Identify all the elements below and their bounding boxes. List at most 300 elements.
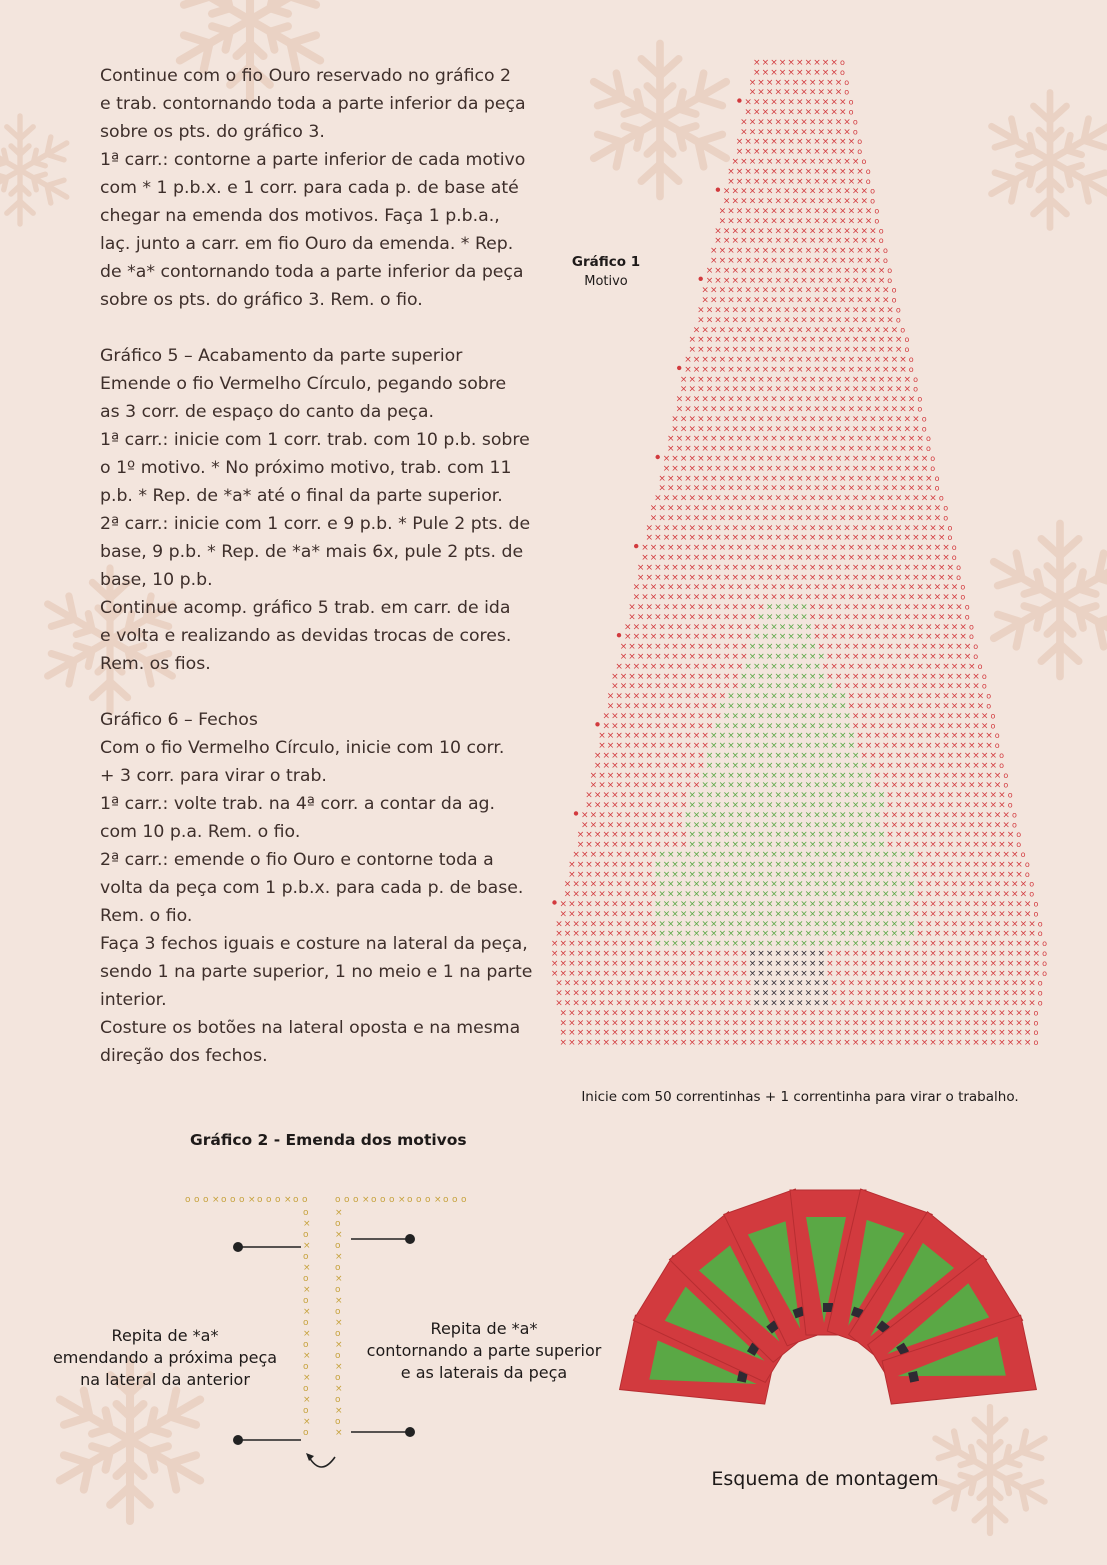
chart-stitch-mark: × <box>757 315 765 325</box>
chart-stitch-mark: × <box>646 900 654 910</box>
chart-stitch-mark: × <box>955 612 963 622</box>
chart-stitch-mark: × <box>787 147 795 157</box>
chart-stitch-mark: × <box>779 405 787 415</box>
join-stitch-mark: o <box>335 1351 341 1361</box>
chart-stitch-mark: × <box>985 820 993 830</box>
chart-stitch-mark: × <box>822 474 830 484</box>
chart-stitch-mark: × <box>925 771 933 781</box>
chart-stitch-mark: × <box>848 365 856 375</box>
chart-stitch-mark: × <box>775 751 783 761</box>
chart-stitch-mark: × <box>843 959 851 969</box>
chart-stitch-mark: × <box>899 999 907 1009</box>
chart-stitch-mark: × <box>895 801 903 811</box>
chart-stitch-mark: × <box>899 890 907 900</box>
chart-stitch-mark: × <box>658 583 666 593</box>
chart-stitch-mark: × <box>654 1038 662 1048</box>
instruction-line: sobre os pts. do gráfico 3. Rem. o fio. <box>100 290 423 310</box>
chart-stitch-mark: × <box>818 78 826 88</box>
chart-stitch-mark: × <box>891 405 899 415</box>
chart-increase-dot <box>737 98 741 102</box>
chart-stitch-mark: × <box>878 860 886 870</box>
instruction-line: Faça 3 fechos iguais e costure na lateral da peça, <box>100 934 528 954</box>
chart-stitch-mark: × <box>714 870 722 880</box>
join-chain-mark: o <box>443 1195 449 1205</box>
chart-stitch-mark: × <box>710 543 718 553</box>
chart-stitch-mark: × <box>783 573 791 583</box>
chart-stitch-mark: × <box>723 909 731 919</box>
chart-stitch-mark: × <box>581 989 589 999</box>
chart-stitch-mark: × <box>641 880 649 890</box>
chart-stitch-mark: × <box>568 1028 576 1038</box>
chart-stitch-mark: × <box>852 345 860 355</box>
chart-stitch-mark: × <box>848 216 856 226</box>
chart-stitch-mark: × <box>766 1008 774 1018</box>
chart-stitch-mark: × <box>843 117 851 127</box>
chart-stitch-mark: × <box>787 137 795 147</box>
chart-stitch-mark: × <box>968 929 976 939</box>
chart-stitch-mark: × <box>603 969 611 979</box>
chart-stitch-mark: × <box>955 949 963 959</box>
chart-stitch-mark: × <box>727 820 735 830</box>
chart-stitch-mark: × <box>800 88 808 98</box>
chart-stitch-mark: × <box>749 1038 757 1048</box>
join-stitch-mark: × <box>303 1241 311 1251</box>
chart-stitch-mark: × <box>934 504 942 514</box>
chart-stitch-mark: × <box>693 692 701 702</box>
chart-stitch-mark: × <box>805 880 813 890</box>
chart-stitch-mark: × <box>856 919 864 929</box>
chart-increase-dot <box>595 722 599 726</box>
chart-stitch-mark: × <box>921 761 929 771</box>
chart-stitch-mark: × <box>650 622 658 632</box>
chart-stitch-mark: × <box>770 207 778 217</box>
chart-turn-mark: o <box>892 296 897 305</box>
chart-stitch-mark: × <box>865 543 873 553</box>
chart-stitch-mark: × <box>787 504 795 514</box>
chart-stitch-mark: × <box>886 345 894 355</box>
chart-stitch-mark: × <box>818 187 826 197</box>
chart-stitch-mark: × <box>813 207 821 217</box>
chart-stitch-mark: × <box>865 741 873 751</box>
chart-stitch-mark: × <box>753 662 761 672</box>
chart-stitch-mark: × <box>972 791 980 801</box>
chart-stitch-mark: × <box>624 979 632 989</box>
chart-stitch-mark: × <box>641 781 649 791</box>
join-chain-mark: o <box>335 1195 341 1205</box>
chart-stitch-mark: × <box>818 860 826 870</box>
chart-stitch-mark: × <box>839 246 847 256</box>
chart-stitch-mark: × <box>719 632 727 642</box>
chart-stitch-mark: × <box>852 672 860 682</box>
chart-stitch-mark: × <box>830 810 838 820</box>
chart-stitch-mark: × <box>848 692 856 702</box>
chart-stitch-mark: × <box>727 167 735 177</box>
chart-stitch-mark: × <box>908 632 916 642</box>
chart-stitch-mark: × <box>865 890 873 900</box>
chart-stitch-mark: × <box>796 256 804 266</box>
chart-stitch-mark: × <box>972 860 980 870</box>
chart-stitch-mark: × <box>878 276 886 286</box>
chart-stitch-mark: × <box>749 236 757 246</box>
chart-stitch-mark: × <box>839 553 847 563</box>
chart-stitch-mark: × <box>607 880 615 890</box>
chart-stitch-mark: × <box>805 543 813 553</box>
chart-stitch-mark: × <box>667 781 675 791</box>
chart-stitch-mark: × <box>787 444 795 454</box>
chart-stitch-mark: × <box>594 840 602 850</box>
chart-stitch-mark: × <box>689 721 697 731</box>
chart-stitch-mark: × <box>848 296 856 306</box>
chart-stitch-mark: × <box>744 484 752 494</box>
chart-stitch-mark: × <box>891 622 899 632</box>
chart-turn-mark: o <box>930 464 935 473</box>
chart-stitch-mark: × <box>908 731 916 741</box>
chart-stitch-mark: × <box>813 702 821 712</box>
chart-stitch-mark: × <box>680 375 688 385</box>
chart-stitch-mark: × <box>848 474 856 484</box>
chart-turn-mark: o <box>982 682 987 691</box>
chart-stitch-mark: × <box>676 771 684 781</box>
chart-stitch-mark: × <box>873 395 881 405</box>
chart-stitch-mark: × <box>792 1028 800 1038</box>
chart-stitch-mark: × <box>891 741 899 751</box>
chart-stitch-mark: × <box>813 692 821 702</box>
chart-stitch-mark: × <box>689 414 697 424</box>
chart-stitch-mark: × <box>809 900 817 910</box>
chart-stitch-mark: × <box>762 434 770 444</box>
chart-stitch-mark: × <box>912 860 920 870</box>
chart-stitch-mark: × <box>714 1018 722 1028</box>
chart-stitch-mark: × <box>861 642 869 652</box>
chart-stitch-mark: × <box>787 256 795 266</box>
chart-turn-mark: o <box>1034 1008 1039 1017</box>
chart-stitch-mark: × <box>732 682 740 692</box>
chart-stitch-mark: × <box>736 256 744 266</box>
chart-stitch-mark: × <box>959 820 967 830</box>
chart-stitch-mark: × <box>572 929 580 939</box>
chart-stitch-mark: × <box>792 652 800 662</box>
chart-stitch-mark: × <box>865 632 873 642</box>
chart-stitch-mark: × <box>1011 880 1019 890</box>
join-chain-mark: × <box>398 1195 406 1205</box>
chart-stitch-mark: × <box>998 939 1006 949</box>
chart-stitch-mark: × <box>671 949 679 959</box>
chart-stitch-mark: × <box>736 850 744 860</box>
chart-stitch-mark: × <box>830 979 838 989</box>
chart-stitch-mark: × <box>736 405 744 415</box>
chart-stitch-mark: × <box>787 365 795 375</box>
chart-stitch-mark: × <box>693 662 701 672</box>
chart-stitch-mark: × <box>813 405 821 415</box>
chart-stitch-mark: × <box>805 147 813 157</box>
chart-stitch-mark: × <box>809 801 817 811</box>
chart-stitch-mark: × <box>757 969 765 979</box>
chart-stitch-mark: × <box>921 523 929 533</box>
chart-stitch-mark: × <box>869 652 877 662</box>
chart-stitch-mark: × <box>783 266 791 276</box>
chart-stitch-mark: × <box>710 355 718 365</box>
chart-stitch-mark: × <box>878 949 886 959</box>
chart-stitch-mark: × <box>964 949 972 959</box>
chart-stitch-mark: × <box>822 167 830 177</box>
chart-stitch-mark: × <box>805 692 813 702</box>
chart-stitch-mark: × <box>1007 1008 1015 1018</box>
chart-stitch-mark: × <box>594 939 602 949</box>
chart-stitch-mark: × <box>899 355 907 365</box>
chart-increase-dot <box>617 633 621 637</box>
chart-stitch-mark: × <box>697 672 705 682</box>
chart-stitch-mark: × <box>680 969 688 979</box>
chart-stitch-mark: × <box>736 929 744 939</box>
chart-stitch-mark: × <box>856 632 864 642</box>
chart-stitch-mark: × <box>689 711 697 721</box>
chart-stitch-mark: × <box>663 830 671 840</box>
chart-stitch-mark: × <box>676 850 684 860</box>
chart-stitch-mark: × <box>947 1008 955 1018</box>
chart-stitch-mark: × <box>775 78 783 88</box>
chart-stitch-mark: × <box>865 395 873 405</box>
chart-stitch-mark: × <box>663 642 671 652</box>
chart-stitch-mark: × <box>783 127 791 137</box>
chart-stitch-mark: × <box>882 741 890 751</box>
chart-stitch-mark: × <box>839 741 847 751</box>
chart-stitch-mark: × <box>908 880 916 890</box>
chart-stitch-mark: × <box>719 434 727 444</box>
chart-stitch-mark: × <box>800 612 808 622</box>
chart-stitch-mark: × <box>942 553 950 563</box>
chart-stitch-mark: × <box>861 721 869 731</box>
chart-stitch-mark: × <box>719 880 727 890</box>
chart-stitch-mark: × <box>813 929 821 939</box>
chart-stitch-mark: × <box>684 513 692 523</box>
chart-stitch-mark: × <box>856 771 864 781</box>
chart-stitch-mark: × <box>641 692 649 702</box>
chart-stitch-mark: × <box>904 761 912 771</box>
chart-stitch-mark: × <box>938 870 946 880</box>
chart-stitch-mark: × <box>779 246 787 256</box>
chart-turn-mark: o <box>922 424 927 433</box>
chart-stitch-mark: × <box>775 1028 783 1038</box>
chart-stitch-mark: × <box>835 335 843 345</box>
chart-stitch-mark: × <box>628 949 636 959</box>
chart-stitch-mark: × <box>998 830 1006 840</box>
chart-stitch-mark: × <box>848 979 856 989</box>
chart-stitch-mark: × <box>762 583 770 593</box>
chart-stitch-mark: × <box>912 464 920 474</box>
chart-stitch-mark: × <box>839 543 847 553</box>
chart-stitch-mark: × <box>886 672 894 682</box>
chart-stitch-mark: × <box>805 929 813 939</box>
chart-stitch-mark: × <box>861 672 869 682</box>
chart-stitch-mark: × <box>800 830 808 840</box>
chart-stitch-mark: × <box>749 1018 757 1028</box>
chart-stitch-mark: × <box>671 840 679 850</box>
chart-stitch-mark: × <box>646 949 654 959</box>
chart-stitch-mark: × <box>886 721 894 731</box>
chart-stitch-mark: × <box>826 88 834 98</box>
chart-stitch-mark: × <box>658 929 666 939</box>
chart-stitch-mark: × <box>839 325 847 335</box>
chart-stitch-mark: × <box>822 979 830 989</box>
chart-stitch-mark: × <box>873 405 881 415</box>
chart-turn-mark: o <box>943 504 948 513</box>
chart-stitch-mark: × <box>891 325 899 335</box>
chart-stitch-mark: × <box>848 850 856 860</box>
chart-stitch-mark: × <box>744 583 752 593</box>
chart-stitch-mark: × <box>779 513 787 523</box>
chart-stitch-mark: × <box>654 523 662 533</box>
chart-stitch-mark: × <box>856 434 864 444</box>
chart-stitch-mark: × <box>951 890 959 900</box>
chart-stitch-mark: × <box>813 771 821 781</box>
chart-stitch-mark: × <box>740 226 748 236</box>
chart-stitch-mark: × <box>680 464 688 474</box>
chart-stitch-mark: × <box>985 771 993 781</box>
chart-stitch-mark: × <box>719 702 727 712</box>
chart-stitch-mark: × <box>585 801 593 811</box>
chart-stitch-mark: × <box>577 939 585 949</box>
chart-stitch-mark: × <box>929 711 937 721</box>
chart-stitch-mark: × <box>658 771 666 781</box>
chart-stitch-mark: × <box>749 157 757 167</box>
chart-stitch-mark: × <box>852 414 860 424</box>
chart-stitch-mark: × <box>934 810 942 820</box>
chart-stitch-mark: × <box>835 1038 843 1048</box>
chart-stitch-mark: × <box>714 860 722 870</box>
chart-stitch-mark: × <box>736 177 744 187</box>
chart-stitch-mark: × <box>925 731 933 741</box>
chart-stitch-mark: × <box>826 791 834 801</box>
chart-stitch-mark: × <box>873 444 881 454</box>
chart-stitch-mark: × <box>955 969 963 979</box>
chart-stitch-mark: × <box>732 900 740 910</box>
chart-stitch-mark: × <box>861 197 869 207</box>
chart-stitch-mark: × <box>564 880 572 890</box>
chart-stitch-mark: × <box>719 622 727 632</box>
chart-stitch-mark: × <box>727 543 735 553</box>
chart-stitch-mark: × <box>998 1008 1006 1018</box>
chart-stitch-mark: × <box>719 246 727 256</box>
chart-stitch-mark: × <box>714 424 722 434</box>
chart-stitch-mark: × <box>560 909 568 919</box>
chart-increase-dot <box>574 811 578 815</box>
chart-stitch-mark: × <box>856 702 864 712</box>
chart-stitch-mark: × <box>796 167 804 177</box>
chart-stitch-mark: × <box>646 870 654 880</box>
chart-stitch-mark: × <box>680 870 688 880</box>
chart-stitch-mark: × <box>787 325 795 335</box>
chart-stitch-mark: × <box>835 672 843 682</box>
chart-stitch-mark: × <box>813 662 821 672</box>
chart-stitch-mark: × <box>886 642 894 652</box>
chart-stitch-mark: × <box>641 890 649 900</box>
chart-stitch-mark: × <box>749 761 757 771</box>
chart-stitch-mark: × <box>826 236 834 246</box>
chart-stitch-mark: × <box>706 682 714 692</box>
chart-turn-mark: o <box>965 612 970 621</box>
chart-stitch-mark: × <box>822 325 830 335</box>
chart-stitch-mark: × <box>929 1018 937 1028</box>
chart-stitch-mark: × <box>947 672 955 682</box>
chart-stitch-mark: × <box>899 395 907 405</box>
chart-stitch-mark: × <box>818 226 826 236</box>
chart-stitch-mark: × <box>912 900 920 910</box>
stitch-marker-icon <box>233 1435 243 1445</box>
chart-stitch-mark: × <box>693 484 701 494</box>
chart-stitch-mark: × <box>977 731 985 741</box>
chart-stitch-mark: × <box>869 266 877 276</box>
chart-stitch-mark: × <box>676 880 684 890</box>
chart-stitch-mark: × <box>830 355 838 365</box>
chart-stitch-mark: × <box>706 672 714 682</box>
chart-stitch-mark: × <box>955 860 963 870</box>
chart-stitch-mark: × <box>792 563 800 573</box>
chart-stitch-mark: × <box>710 513 718 523</box>
chart-stitch-mark: × <box>628 900 636 910</box>
chart-stitch-mark: × <box>861 1028 869 1038</box>
chart-stitch-mark: × <box>723 603 731 613</box>
chart-stitch-mark: × <box>757 751 765 761</box>
chart-stitch-mark: × <box>706 860 714 870</box>
chart-stitch-mark: × <box>650 979 658 989</box>
chart-stitch-mark: × <box>1007 840 1015 850</box>
chart-stitch-mark: × <box>796 989 804 999</box>
chart-stitch-mark: × <box>981 751 989 761</box>
chart-stitch-mark: × <box>749 1028 757 1038</box>
chart-stitch-mark: × <box>757 573 765 583</box>
chart-stitch-mark: × <box>611 969 619 979</box>
chart-stitch-mark: × <box>714 711 722 721</box>
chart-stitch-mark: × <box>830 137 838 147</box>
chart-stitch-mark: × <box>904 1028 912 1038</box>
chart-stitch-mark: × <box>809 791 817 801</box>
chart-stitch-mark: × <box>856 207 864 217</box>
chart-stitch-mark: × <box>813 395 821 405</box>
chart-stitch-mark: × <box>779 593 787 603</box>
chart-stitch-mark: × <box>818 603 826 613</box>
chart-stitch-mark: × <box>714 266 722 276</box>
chart-stitch-mark: × <box>891 434 899 444</box>
chart-stitch-mark: × <box>839 108 847 118</box>
chart-stitch-mark: × <box>912 573 920 583</box>
chart-stitch-mark: × <box>796 246 804 256</box>
chart-stitch-mark: × <box>912 791 920 801</box>
chart-stitch-mark: × <box>753 484 761 494</box>
chart-stitch-mark: × <box>658 632 666 642</box>
chart-stitch-mark: × <box>710 810 718 820</box>
join-chain-mark: o <box>302 1195 308 1205</box>
chart-stitch-mark: × <box>925 504 933 514</box>
chart-stitch-mark: × <box>796 513 804 523</box>
chart-stitch-mark: × <box>775 414 783 424</box>
chart-stitch-mark: × <box>719 405 727 415</box>
chart-stitch-mark: × <box>658 810 666 820</box>
chart-stitch-mark: × <box>925 850 933 860</box>
chart-stitch-mark: × <box>671 454 679 464</box>
chart-stitch-mark: × <box>968 890 976 900</box>
chart-stitch-mark: × <box>766 494 774 504</box>
chart-stitch-mark: × <box>693 513 701 523</box>
chart-stitch-mark: × <box>701 781 709 791</box>
chart-stitch-mark: × <box>856 286 864 296</box>
chart-stitch-mark: × <box>753 513 761 523</box>
chart-stitch-mark: × <box>783 306 791 316</box>
chart-stitch-mark: × <box>706 959 714 969</box>
chart-stitch-mark: × <box>852 573 860 583</box>
chart-stitch-mark: × <box>895 612 903 622</box>
chart-stitch-mark: × <box>891 771 899 781</box>
chart-stitch-mark: × <box>710 365 718 375</box>
